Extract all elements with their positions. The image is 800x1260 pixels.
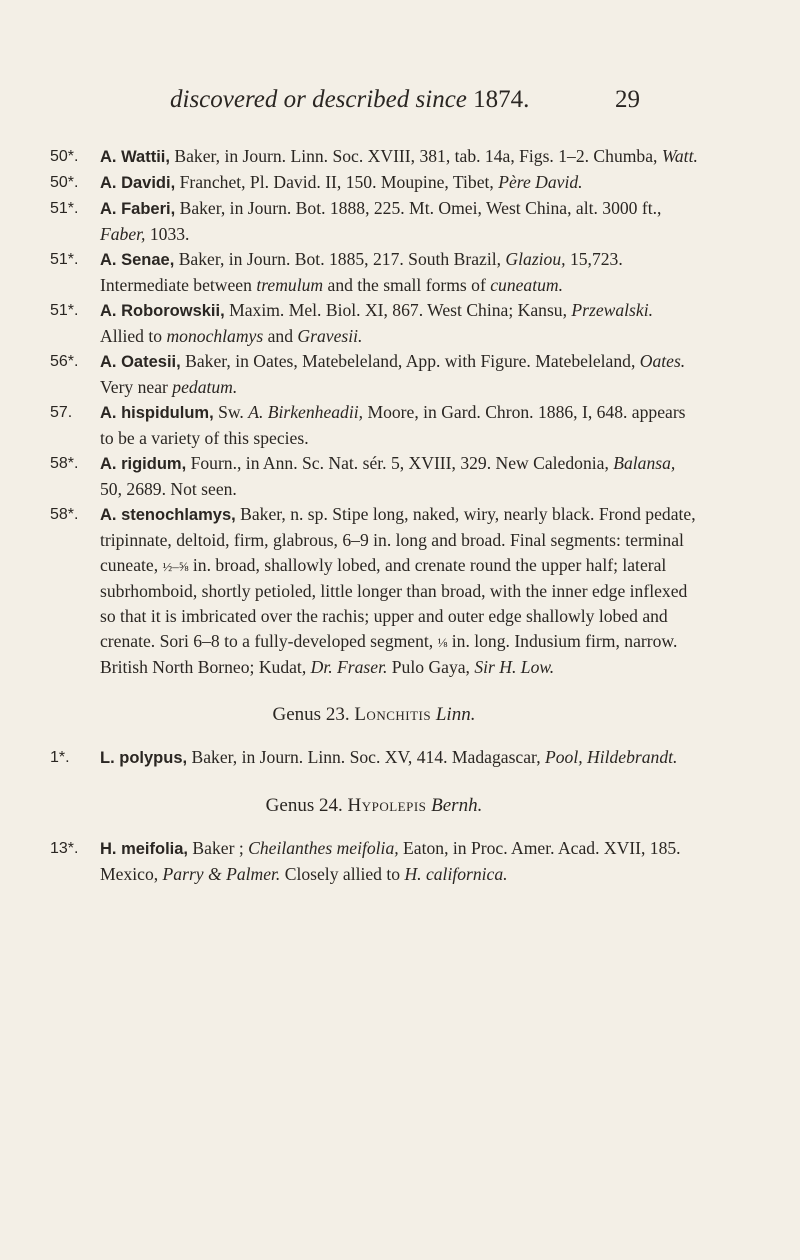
species-entry: 51*. A. Faberi, Baker, in Journ. Bot. 1888, 225. Mt. Omei, West China, alt. 3000 ft., Faber, 1033. bbox=[50, 198, 662, 244]
species-entry: 58*. A. stenochlamys, Baker, n. sp. Stipe long, naked, wiry, nearly black. Frond pedate, tripinnate, deltoid, firm, glabrous, 6–9 in. long and broad. Final segments: terminal cuneate, ½–⅝ in. broad, shallowly lobed, and crenate round the upper half; lateral subrhomboid, shortly petioled, little longer than broad, with the inner edge inflexed so that it is imbricated over the rachis; upper and outer edge shallowly lobed and crenate. Sori 6–8 to a fully-developed segment, ⅛ in. long. Indusium firm, narrow. British North Borneo; Kudat, Dr. Fraser. Pulo Gaya, Sir H. Low. bbox=[50, 504, 696, 677]
species-entry: 57. A. hispidulum, Sw. A. Birkenheadii, Moore, in Gard. Chron. 1886, I, 648. appears to be a variety of this species. bbox=[50, 402, 686, 448]
species-entry: 50*. A. Davidi, Franchet, Pl. David. II, 150. Moupine, Tibet, Père David. bbox=[50, 172, 583, 192]
genus-heading: Genus 24. Hypolepis Bernh. bbox=[265, 795, 483, 816]
species-entry: 56*. A. Oatesii, Baker, in Oates, Matebeleland, App. with Figure. Matebeleland, Oates. Very near pedatum. bbox=[50, 351, 686, 397]
running-header bbox=[170, 86, 640, 126]
genus-heading: Genus 23. Lonchitis Linn. bbox=[272, 704, 476, 725]
species-list bbox=[50, 144, 698, 887]
page-number: 29 bbox=[615, 86, 640, 113]
species-entry: 58*. A. rigidum, Fourn., in Ann. Sc. Nat. sér. 5, XVIII, 329. New Caledonia, Balansa, 50, 2689. Not seen. bbox=[50, 453, 676, 499]
species-entry: 50*. A. Wattii, Baker, in Journ. Linn. Soc. XVIII, 381, tab. 14a, Figs. 1–2. Chumba, Watt. bbox=[50, 146, 698, 166]
species-entry: 1*. L. polypus, Baker, in Journ. Linn. Soc. XV, 414. Madagascar, Pool, Hildebrandt. bbox=[50, 747, 678, 767]
species-entry: 51*. A. Senae, Baker, in Journ. Bot. 1885, 217. South Brazil, Glaziou, 15,723. Intermediate between tremulum and the small forms of cuneatum. bbox=[50, 249, 623, 295]
species-entry: 13*. H. meifolia, Baker ; Cheilanthes meifolia, Eaton, in Proc. Amer. Acad. XVII, 185. Mexico, Parry & Palmer. Closely allied to H. californica. bbox=[50, 838, 681, 884]
species-entry: 51*. A. Roborowskii, Maxim. Mel. Biol. XI, 867. West China; Kansu, Przewalski. Allied to monochlamys and Gravesii. bbox=[50, 300, 654, 346]
running-title: discovered or described since 1874. bbox=[170, 86, 530, 113]
